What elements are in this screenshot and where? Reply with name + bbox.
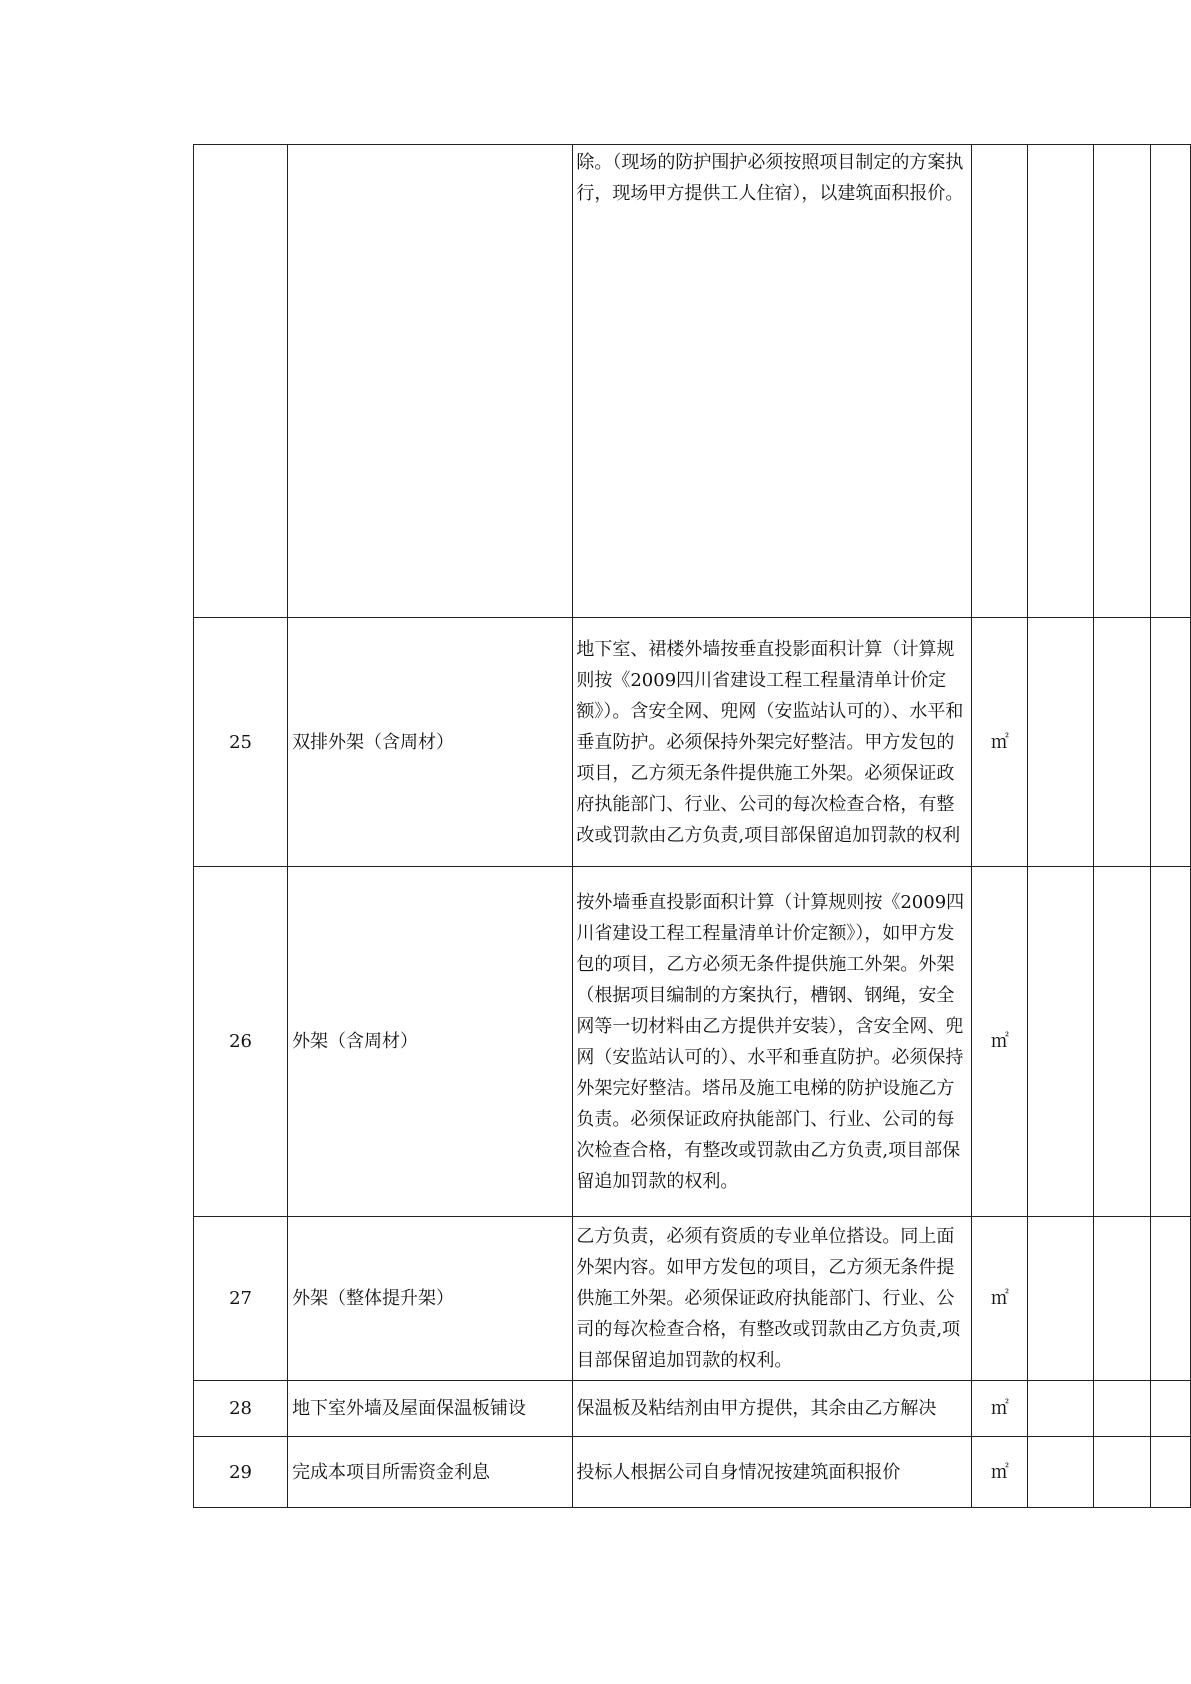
item-name: 外架（整体提升架）	[288, 1217, 573, 1381]
unit: ㎡	[972, 867, 1028, 1217]
item-description: 投标人根据公司自身情况按建筑面积报价	[573, 1437, 972, 1508]
table-row-continuation	[194, 145, 1191, 618]
blank-cell	[1151, 145, 1191, 618]
blank-cell	[1028, 145, 1093, 618]
row-number: 25	[194, 618, 288, 867]
blank-cell	[1151, 1381, 1191, 1437]
blank-cell	[1093, 1437, 1150, 1508]
unit-cell	[972, 145, 1028, 618]
quotation-table	[193, 144, 1191, 1508]
item-name: 双排外架（含周材）	[288, 618, 573, 867]
row-number: 28	[194, 1381, 288, 1437]
row-number: 27	[194, 1217, 288, 1381]
unit: ㎡	[972, 1437, 1028, 1508]
item-name-cell	[288, 145, 573, 618]
item-description-cell	[573, 145, 972, 618]
item-name: 地下室外墙及屋面保温板铺设	[288, 1381, 573, 1437]
unit: ㎡	[972, 1217, 1028, 1381]
table-row-28	[194, 1381, 1191, 1437]
blank-cell	[1028, 1437, 1093, 1508]
blank-cell	[1093, 618, 1150, 867]
table-row-25	[194, 618, 1191, 867]
unit: ㎡	[972, 1381, 1028, 1437]
item-name: 外架（含周材）	[288, 867, 573, 1217]
blank-cell	[1093, 1381, 1150, 1437]
item-description: 乙方负责，必须有资质的专业单位搭设。同上面外架内容。如甲方发包的项目，乙方须无条件提供施工外架。必须保证政府执能部门、行业、公司的每次检查合格，有整改或罚款由乙方负责,项目部保留追加罚款的权利。	[573, 1217, 972, 1381]
unit: ㎡	[972, 618, 1028, 867]
blank-cell	[1093, 1217, 1150, 1381]
blank-cell	[1028, 867, 1093, 1217]
item-description: 地下室、裙楼外墙按垂直投影面积计算（计算规则按《2009四川省建设工程工程量清单计价定额》）。含安全网、兜网（安监站认可的）、水平和垂直防护。必须保持外架完好整洁。甲方发包的项目，乙方须无条件提供施工外架。必须保证政府执能部门、行业、公司的每次检查合格，有整改或罚款由乙方负责,项目部保留追加罚款的权利	[573, 618, 972, 867]
blank-cell	[1028, 1381, 1093, 1437]
blank-cell	[1151, 867, 1191, 1217]
blank-cell	[1151, 1437, 1191, 1508]
table-row-27	[194, 1217, 1191, 1381]
item-description: 除。（现场的防护围护必须按照项目制定的方案执行，现场甲方提供工人住宿），以建筑面积报价。	[576, 152, 964, 204]
blank-cell	[1028, 1217, 1093, 1381]
blank-cell	[1093, 867, 1150, 1217]
blank-cell	[1093, 145, 1150, 618]
blank-cell	[1028, 618, 1093, 867]
row-number-cell	[194, 145, 288, 618]
item-description: 按外墙垂直投影面积计算（计算规则按《2009四川省建设工程工程量清单计价定额》），如甲方发包的项目，乙方必须无条件提供施工外架。外架（根据项目编制的方案执行，槽钢、钢绳，安全网等一切材料由乙方提供并安装），含安全网、兜网（安监站认可的）、水平和垂直防护。必须保持外架完好整洁。塔吊及施工电梯的防护设施乙方负责。必须保证政府执能部门、行业、公司的每次检查合格，有整改或罚款由乙方负责,项目部保留追加罚款的权利。	[573, 867, 972, 1217]
row-number: 26	[194, 867, 288, 1217]
item-name: 完成本项目所需资金利息	[288, 1437, 573, 1508]
row-number: 29	[194, 1437, 288, 1508]
item-description: 保温板及粘结剂由甲方提供，其余由乙方解决	[573, 1381, 972, 1437]
table-row-26	[194, 867, 1191, 1217]
table-row-29	[194, 1437, 1191, 1508]
blank-cell	[1151, 618, 1191, 867]
blank-cell	[1151, 1217, 1191, 1381]
